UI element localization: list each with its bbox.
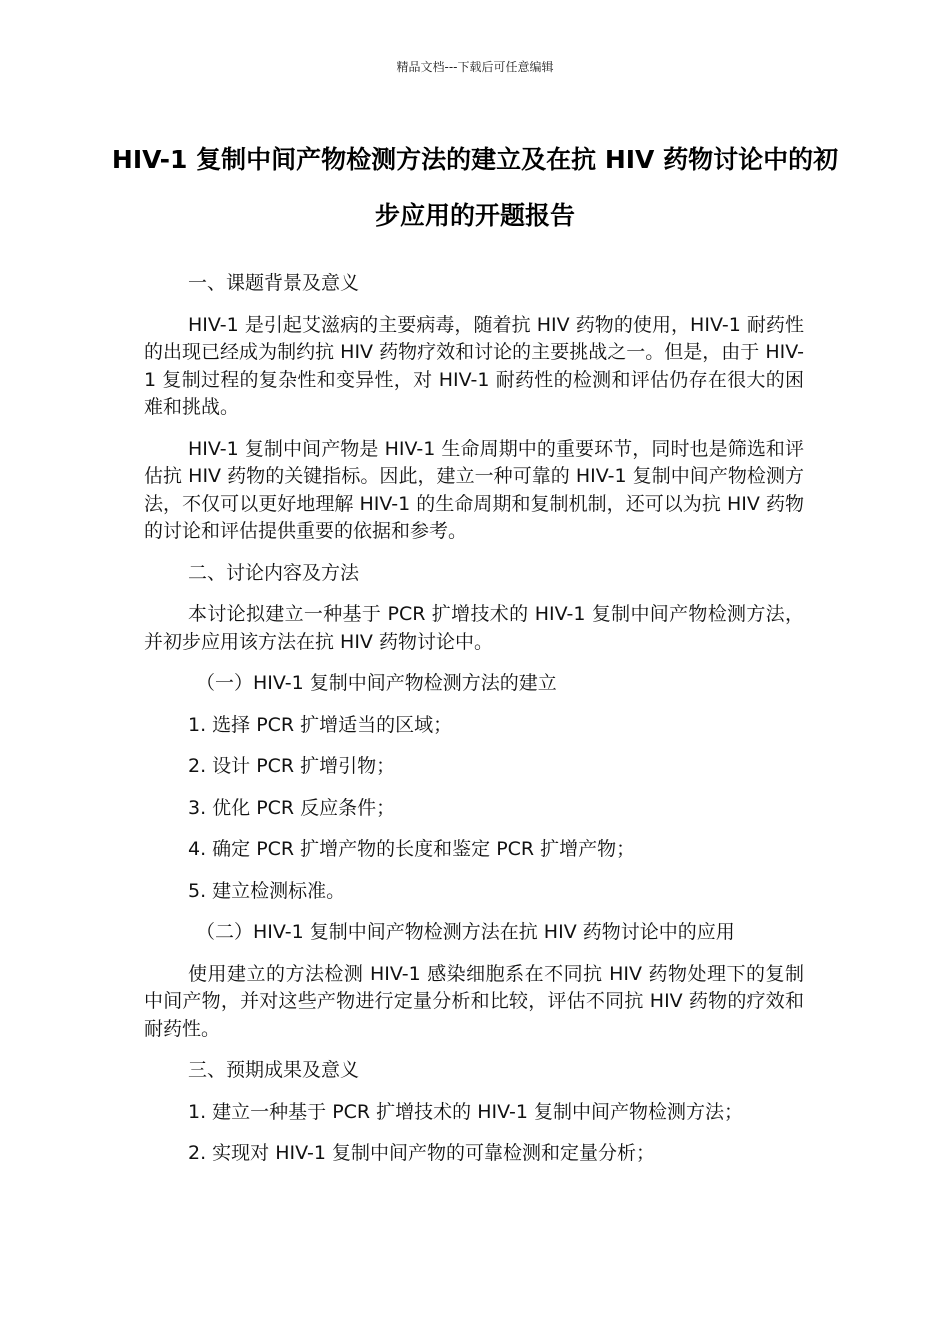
paragraph-application: 使用建立的方法检测 HIV-1 感染细胞系在不同抗 HIV 药物处理下的复制中间产物，并对这些产物进行定量分析和比较，评估不同抗 HIV 药物的疗效和耐药性。: [144, 962, 804, 1040]
list-item: 4. 确定 PCR 扩增产物的长度和鉴定 PCR 扩增产物；: [188, 838, 636, 860]
list-item: 2. 实现对 HIV-1 复制中间产物的可靠检测和定量分析；: [188, 1142, 655, 1164]
subheading-method-establishment: （一）HIV-1 复制中间产物检测方法的建立: [196, 672, 557, 694]
header-note: 精品文档---下载后可任意编辑: [396, 60, 554, 74]
paragraph-methods-intro: 本讨论拟建立一种基于 PCR 扩增技术的 HIV-1 复制中间产物检测方法，并初步应用该方法在抗 HIV 药物讨论中。: [144, 603, 804, 653]
list-item: 1. 建立一种基于 PCR 扩增技术的 HIV-1 复制中间产物检测方法；: [188, 1100, 743, 1123]
section-heading-background: 一、课题背景及意义: [188, 272, 360, 294]
paragraph-background-2: HIV-1 复制中间产物是 HIV-1 生命周期中的重要环节，同时也是筛选和评估抗 HIV 药物的关键指标。因此，建立一种可靠的 HIV-1 复制中间产物检测方法，不仅可以更好地理解 HIV-1 的生命周期和复制机制，还可以为抗 HIV 药物的讨论和评估提供重要的依据和参考。: [144, 437, 804, 542]
list-item: 1. 选择 PCR 扩增适当的区域；: [188, 713, 453, 736]
document-title: HIV-1 复制中间产物检测方法的建立及在抗 HIV 药物讨论中的初步应用的开题报告: [111, 145, 839, 230]
section-heading-expected-results: 三、预期成果及意义: [188, 1059, 360, 1081]
subheading-method-application: （二）HIV-1 复制中间产物检测方法在抗 HIV 药物讨论中的应用: [196, 921, 735, 943]
list-item: 5. 建立检测标准。: [188, 879, 346, 902]
list-item: 3. 优化 PCR 反应条件；: [188, 796, 396, 819]
document-body: [144, 270, 804, 1182]
paragraph-background-1: HIV-1 是引起艾滋病的主要病毒，随着抗 HIV 药物的使用，HIV-1 耐药性的出现已经成为制约抗 HIV 药物疗效和讨论的主要挑战之一。但是，由于 HIV-1 复制过程的复杂性和变异性，对 HIV-1 耐药性的检测和评估仍存在很大的困难和挑战。: [144, 313, 804, 418]
list-item: 2. 设计 PCR 扩增引物；: [188, 755, 396, 777]
section-heading-content-methods: 二、讨论内容及方法: [188, 561, 360, 584]
